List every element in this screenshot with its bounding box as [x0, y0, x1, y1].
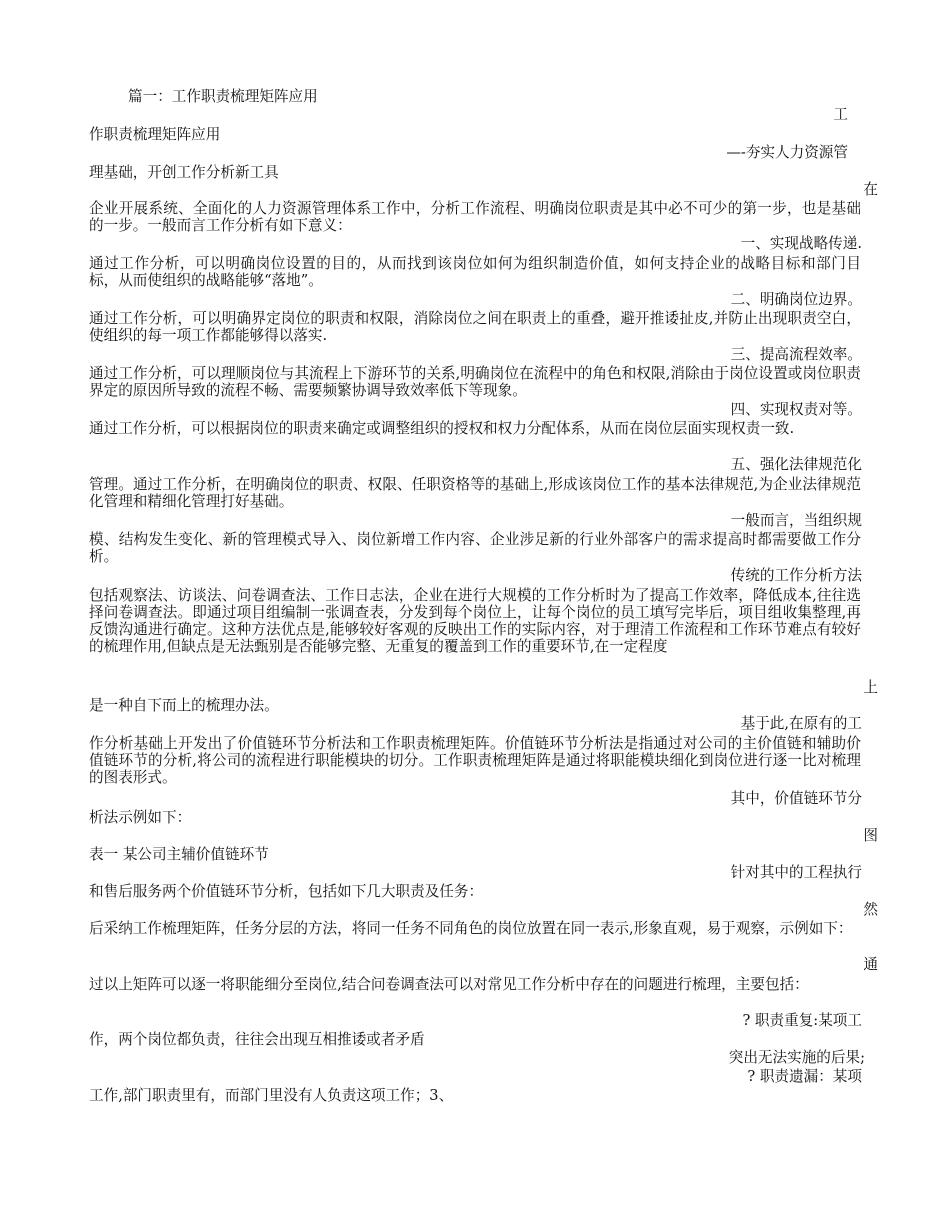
list-heading: 二、明确岗位边界。: [730, 291, 862, 308]
text-line: 工: [833, 106, 848, 123]
text-line: 和售后服务两个价值链环节分析，包括如下几大职责及任务：: [89, 883, 484, 900]
text-line: 其中，价值链环节分: [730, 790, 862, 807]
paragraph: 后采纳工作梳理矩阵，任务分层的方法，将同一任务不同角色的岗位放置在同一表示,形象直观，易于观察，示例如下：: [89, 920, 853, 937]
text-line: 理基础，开创工作分析新工具: [89, 164, 279, 181]
paragraph: 企业开展系统、全面化的人力资源管理体系工作中，分析工作流程、明确岗位职责是其中必不可少的第一步，也是基础的一步。一般而言工作分析有如下意义：: [89, 200, 861, 234]
paragraph: 通过工作分析，可以明确界定岗位的职责和权限，消除岗位之间在职责上的重叠，避开推诿扯皮,并防止出现职责空白，使组织的每一项工作都能够得以落实.: [89, 310, 861, 344]
paragraph: 模、结构发生变化、新的管理模式导入、岗位新增工作内容、企业涉足新的行业外部客户的需求提高时都需要做工作分析。: [89, 531, 861, 565]
list-heading: 一、实现战略传递.: [740, 235, 862, 252]
text-line: 传统的工作分析方法: [730, 567, 862, 584]
text-line: —-夯实人力资源管: [726, 144, 848, 161]
list-heading: 五、强化法律规范化: [730, 456, 862, 473]
text-line: 突出无法实施的后果;: [728, 1049, 865, 1066]
text-line: 通: [863, 956, 878, 973]
text-line: 工作,部门职责里有，而部门里没有人负责这项工作；3、: [89, 1087, 454, 1104]
text-line: 在: [863, 181, 878, 198]
text-line: 针对其中的工程执行: [730, 864, 862, 881]
list-item: ? 职责遗漏：某项: [747, 1068, 862, 1085]
text-line: 一般而言，当组织规: [730, 512, 862, 529]
paragraph: 过以上矩阵可以逐一将职能细分至岗位,结合问卷调查法可以对常见工作分析中存在的问题进行梳理，主要包括：: [89, 976, 809, 993]
list-heading: 四、实现权责对等。: [730, 401, 862, 418]
paragraph: 包括观察法、访谈法、问卷调查法、工作日志法，企业在进行大规模的工作分析时为了提高工作效率，降低成本,往往选择问卷调查法。即通过项目组编制一张调查表，分发到每个岗位上，让每个岗位的员工填写完毕后，项目组收集整理,再反馈沟通进行确定。这种方法优点是,能够较好客观的反映出工作的实际内容，对于理清工作流程和工作环节难点有较好的梳理作用,但缺点是无法甄别是否能够完整、无重复的覆盖到工作的重要环节,在一定程度: [89, 587, 861, 655]
text-line: 图: [863, 827, 878, 844]
paragraph: 通过工作分析，可以根据岗位的职责来确定或调整组织的授权和权力分配体系，从而在岗位层面实现权责一致.: [89, 420, 795, 437]
text-line: 析法示例如下：: [89, 809, 192, 826]
text-line: 基于此,在原有的工: [740, 715, 862, 732]
paragraph: 管理。通过工作分析，在明确岗位的职责、权限、任职资格等的基础上,形成该岗位工作的基本法律规范,为企业法律规范化管理和精细化管理打好基础。: [89, 476, 861, 510]
table-caption: 表一 某公司主辅价值链环节: [89, 846, 269, 863]
paragraph: 通过工作分析，可以明确岗位设置的目的，从而找到该岗位如何为组织制造价值，如何支持企业的战略目标和部门目标，从而使组织的战略能够“落地”。: [89, 255, 861, 289]
paragraph: 通过工作分析，可以理顺岗位与其流程上下游环节的关系,明确岗位在流程中的角色和权限,消除由于岗位设置或岗位职责界定的原因所导致的流程不畅、需要频繁协调导致效率低下等现象。: [89, 365, 861, 399]
text-line: 然: [863, 901, 878, 918]
text-line: 作职责梳理矩阵应用: [89, 126, 221, 143]
list-item: ? 职责重复:某项工: [742, 1012, 862, 1029]
paragraph: 作分析基础上开发出了价值链环节分析法和工作职责梳理矩阵。价值链环节分析法是指通过对公司的主价值链和辅助价值链环节的分析,将公司的流程进行职能模块的切分。工作职责梳理矩阵是通过将职能模块细化到岗位进行逐一比对梳理的图表形式。: [89, 735, 861, 786]
list-heading: 三、提高流程效率。: [730, 346, 862, 363]
text-line: 上: [863, 679, 878, 696]
text-line: 作，两个岗位都负责，往往会出现互相推诿或者矛盾: [89, 1031, 425, 1048]
section-title: 篇一：工作职责梳理矩阵应用: [128, 88, 318, 105]
text-line: 是一种自下而上的梳理办法。: [89, 697, 279, 714]
